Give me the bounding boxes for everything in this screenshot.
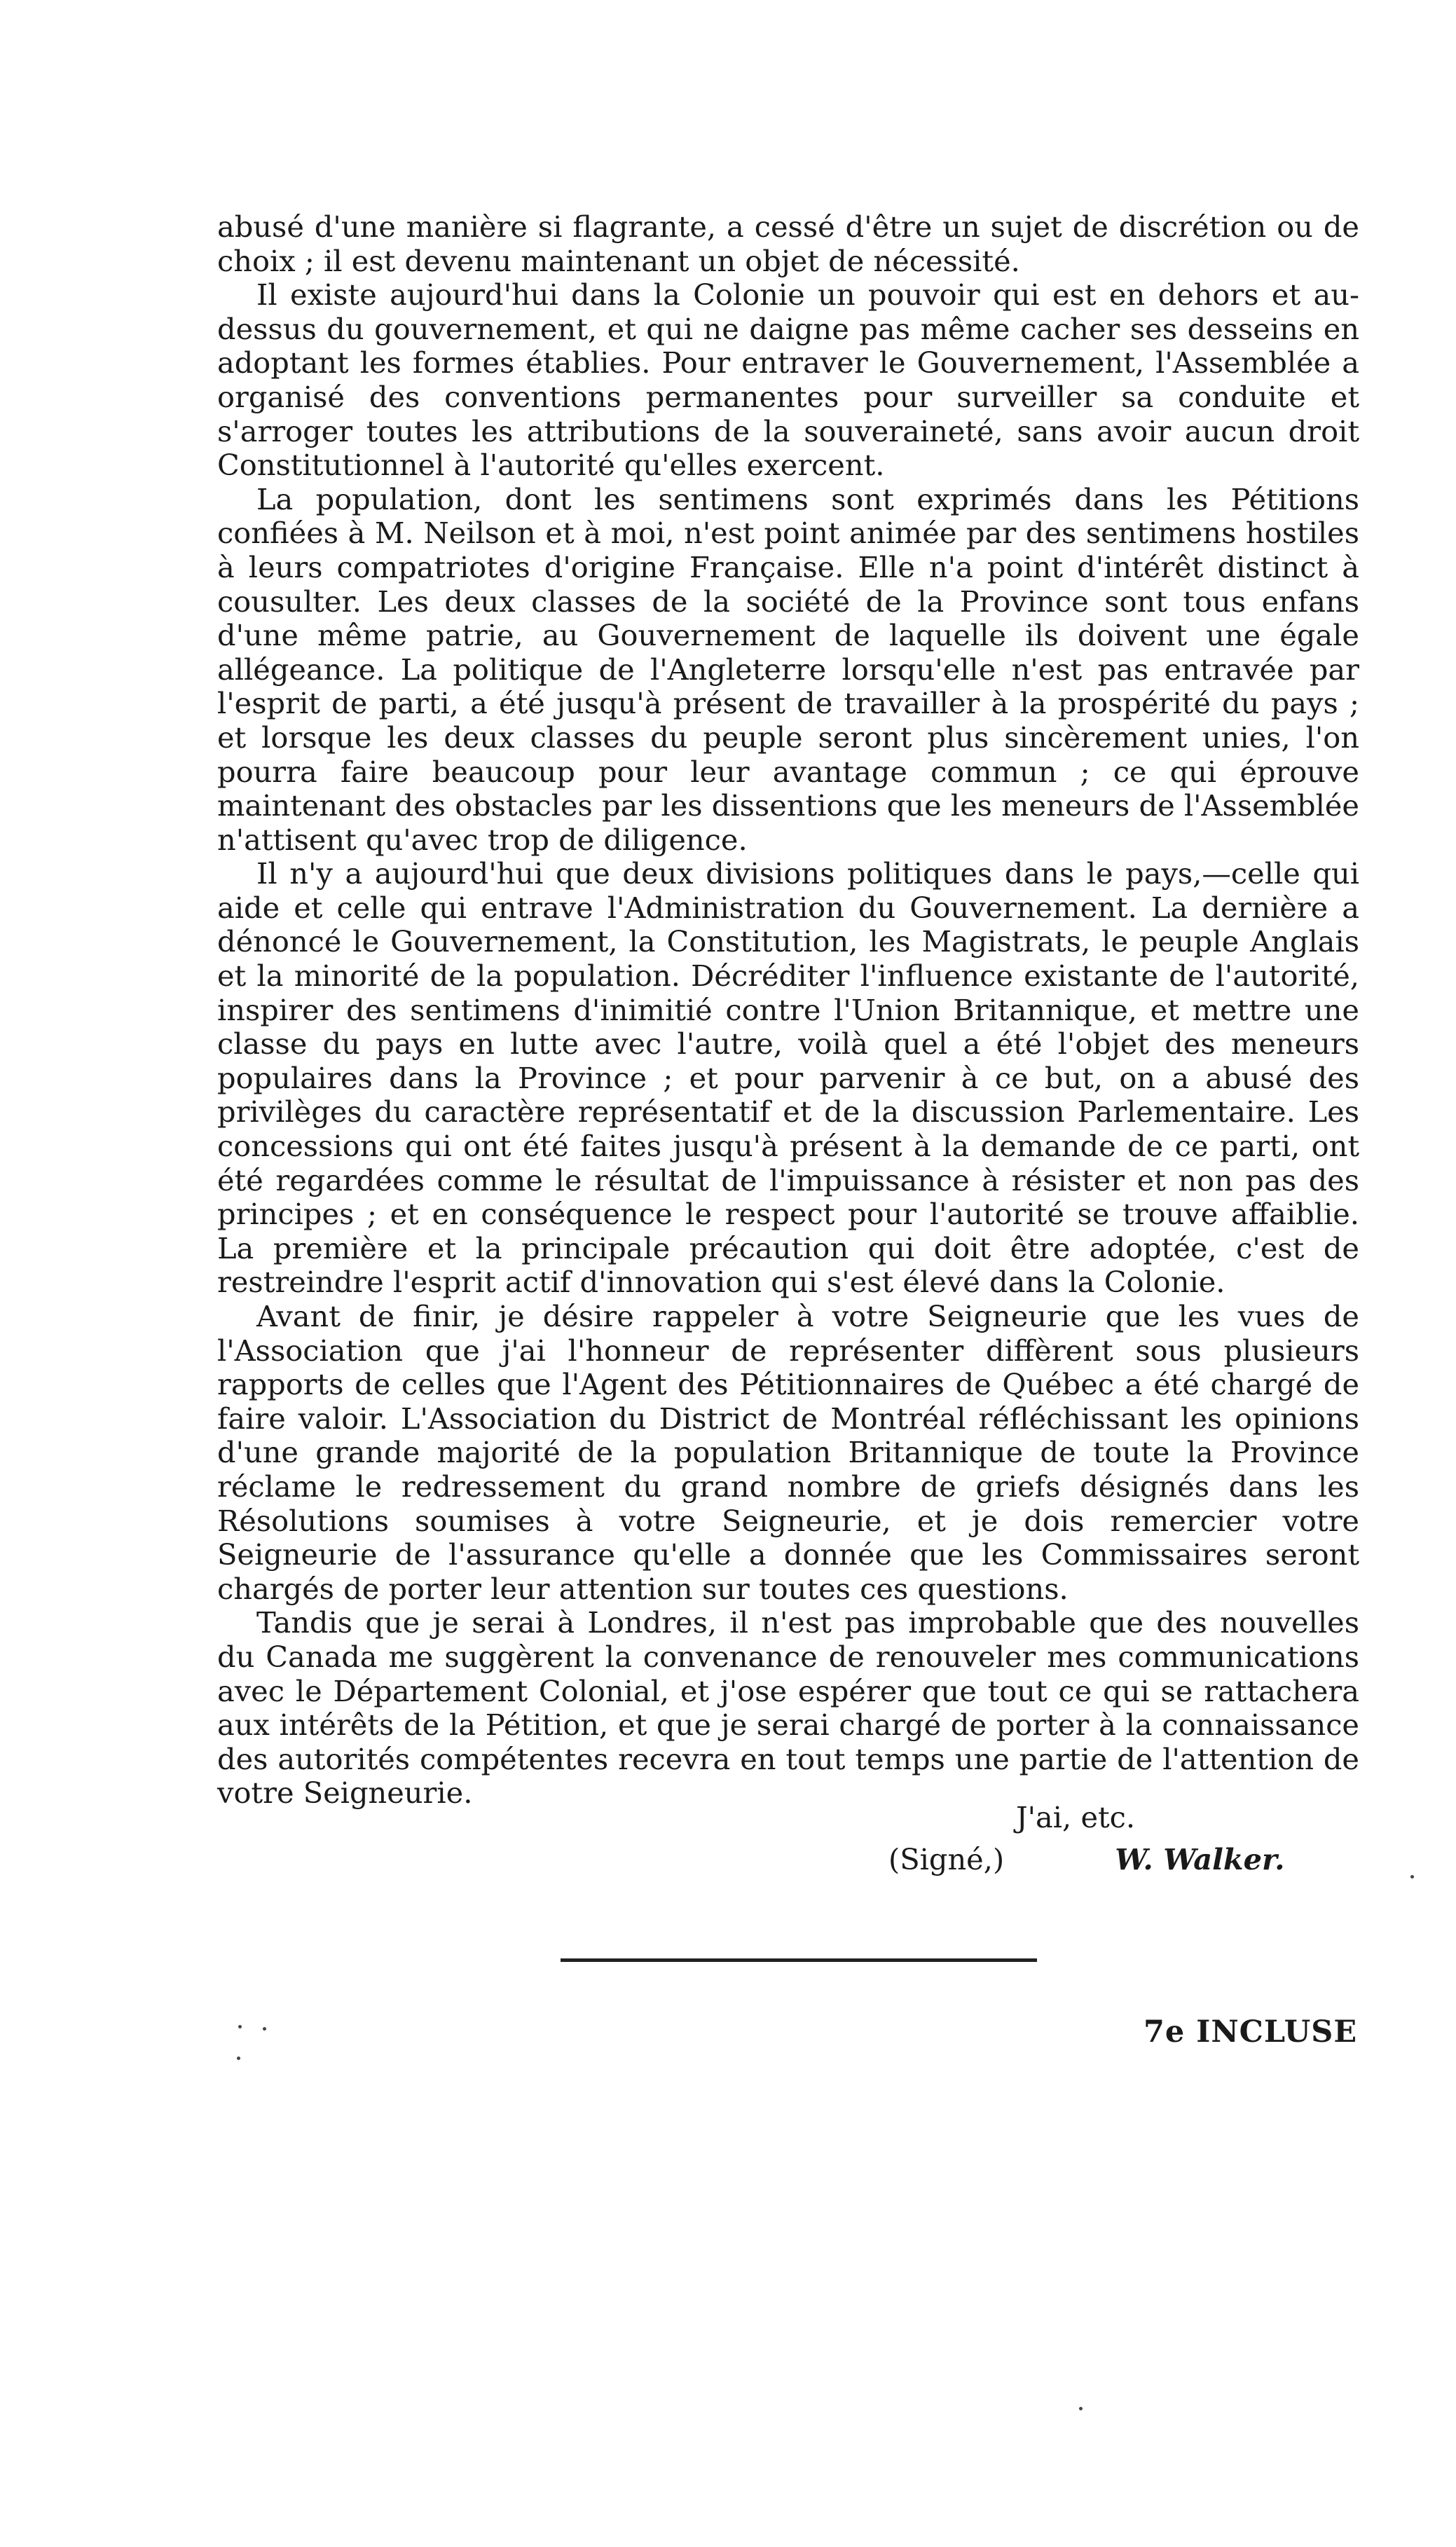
closing-formula: J'ai, etc. xyxy=(1016,1800,1136,1834)
paragraph-power-outside-government: Il existe aujourd'hui dans la Colonie un pouvoir qui est en dehors et au-dessus du gouvernement, et qui ne daigne pas même cacher ses desseins en adoptant les formes établies. Pour entraver le Gouvernement, l'Assemblée a organisé des conventions permanentes pour surveiller sa conduite et s'arroger toutes les attributions de la souveraineté, sans avoir aucun droit Constitutionnel à l'autorité qu'elles exercent. xyxy=(217,277,1359,483)
print-speck xyxy=(1079,2407,1083,2410)
paragraph-political-divisions: Il n'y a aujourd'hui que deux divisions politiques dans le pays,—celle qui aide et celle qui entrave l'Administration du Gouvernement. La dernière a dénoncé le Gouvernement, la Constitution, les Magistrats, le peuple Anglais et la minorité de la population. Décréditer l'influence existante de l'autorité, inspirer des sentimens d'inimitié contre l'Union Britannique, et mettre une classe du pays en lutte avec l'autre, voilà quel a été l'objet des meneurs populaires dans la Province ; et pour parvenir à ce but, on a abusé des privilèges du caractère représentatif et de la discussion Parlementaire. Les concessions qui ont été faites jusqu'à présent à la demande de ce parti, ont été regardées comme le résultat de l'impuissance à résister et non pas des principes ; et en conséquence le respect pour l'autorité se trouve affaiblie. La première et la principale précaution qui doit être adoptée, c'est de restreindre l'esprit actif d'innovation qui s'est élevé dans la Colonie. xyxy=(217,856,1359,1300)
print-speck xyxy=(1410,1875,1414,1879)
letter-body xyxy=(217,210,1359,1811)
section-divider xyxy=(561,1958,1037,1962)
print-speck xyxy=(263,2027,266,2031)
print-speck xyxy=(237,2057,240,2060)
signed-label: (Signé,) xyxy=(888,1842,1005,1876)
signatory-name: W. Walker. xyxy=(1115,1842,1285,1876)
enclosure-label: 7e INCLUSE xyxy=(1143,2014,1358,2050)
signature-block xyxy=(888,1843,1285,1877)
paragraph-population: La population, dont les sentimens sont exprimés dans les Pétitions confiées à M. Neilson et à moi, n'est point animée par des sentimens hostiles à leurs compatriotes d'origine Française. Elle n'a point d'intérêt distinct à cousulter. Les deux classes de la société de la Province sont tous enfans d'une même patrie, au Gouvernement de laquelle ils doivent une égale allégeance. La politique de l'Angleterre lorsqu'elle n'est pas entravée par l'esprit de parti, a été jusqu'à présent de travailler à la prospérité du pays ; et lorsque les deux classes du peuple seront plus sincèrement unies, l'on pourra faire beaucoup pour leur avantage commun ; ce qui éprouve maintenant des obstacles par les dissentions que les meneurs de l'Assemblée n'attisent qu'avec trop de diligence. xyxy=(217,481,1359,857)
paragraph-london: Tandis que je serai à Londres, il n'est pas improbable que des nouvelles du Canada me suggèrent la convenance de renouveler mes communications avec le Département Colonial, et j'ose espérer que tout ce qui se rattachera aux intérêts de la Pétition, et que je serai chargé de porter à la connaissance des autorités compétentes recevra en tout temps une partie de l'attention de votre Seigneurie. xyxy=(217,1605,1359,1811)
paragraph-continuation: abusé d'une manière si flagrante, a cessé d'être un sujet de discrétion ou de choix ; il est devenu maintenant un objet de nécessité. xyxy=(217,210,1359,278)
print-speck xyxy=(238,2025,242,2028)
paragraph-association-views: Avant de finir, je désire rappeler à votre Seigneurie que les vues de l'Association que j'ai l'honneur de représenter diffèrent sous plusieurs rapports de celles que l'Agent des Pétitionnaires de Québec a été chargé de faire valoir. L'Association du District de Montréal réfléchissant les opinions d'une grande majorité de la population Britannique de toute la Province réclame le redressement du grand nombre de griefs désignés dans les Résolutions soumises à votre Seigneurie, et je dois remercier votre Seigneurie de l'assurance qu'elle a donnée que les Commissaires seront chargés de porter leur attention sur toutes ces questions. xyxy=(217,1299,1359,1606)
